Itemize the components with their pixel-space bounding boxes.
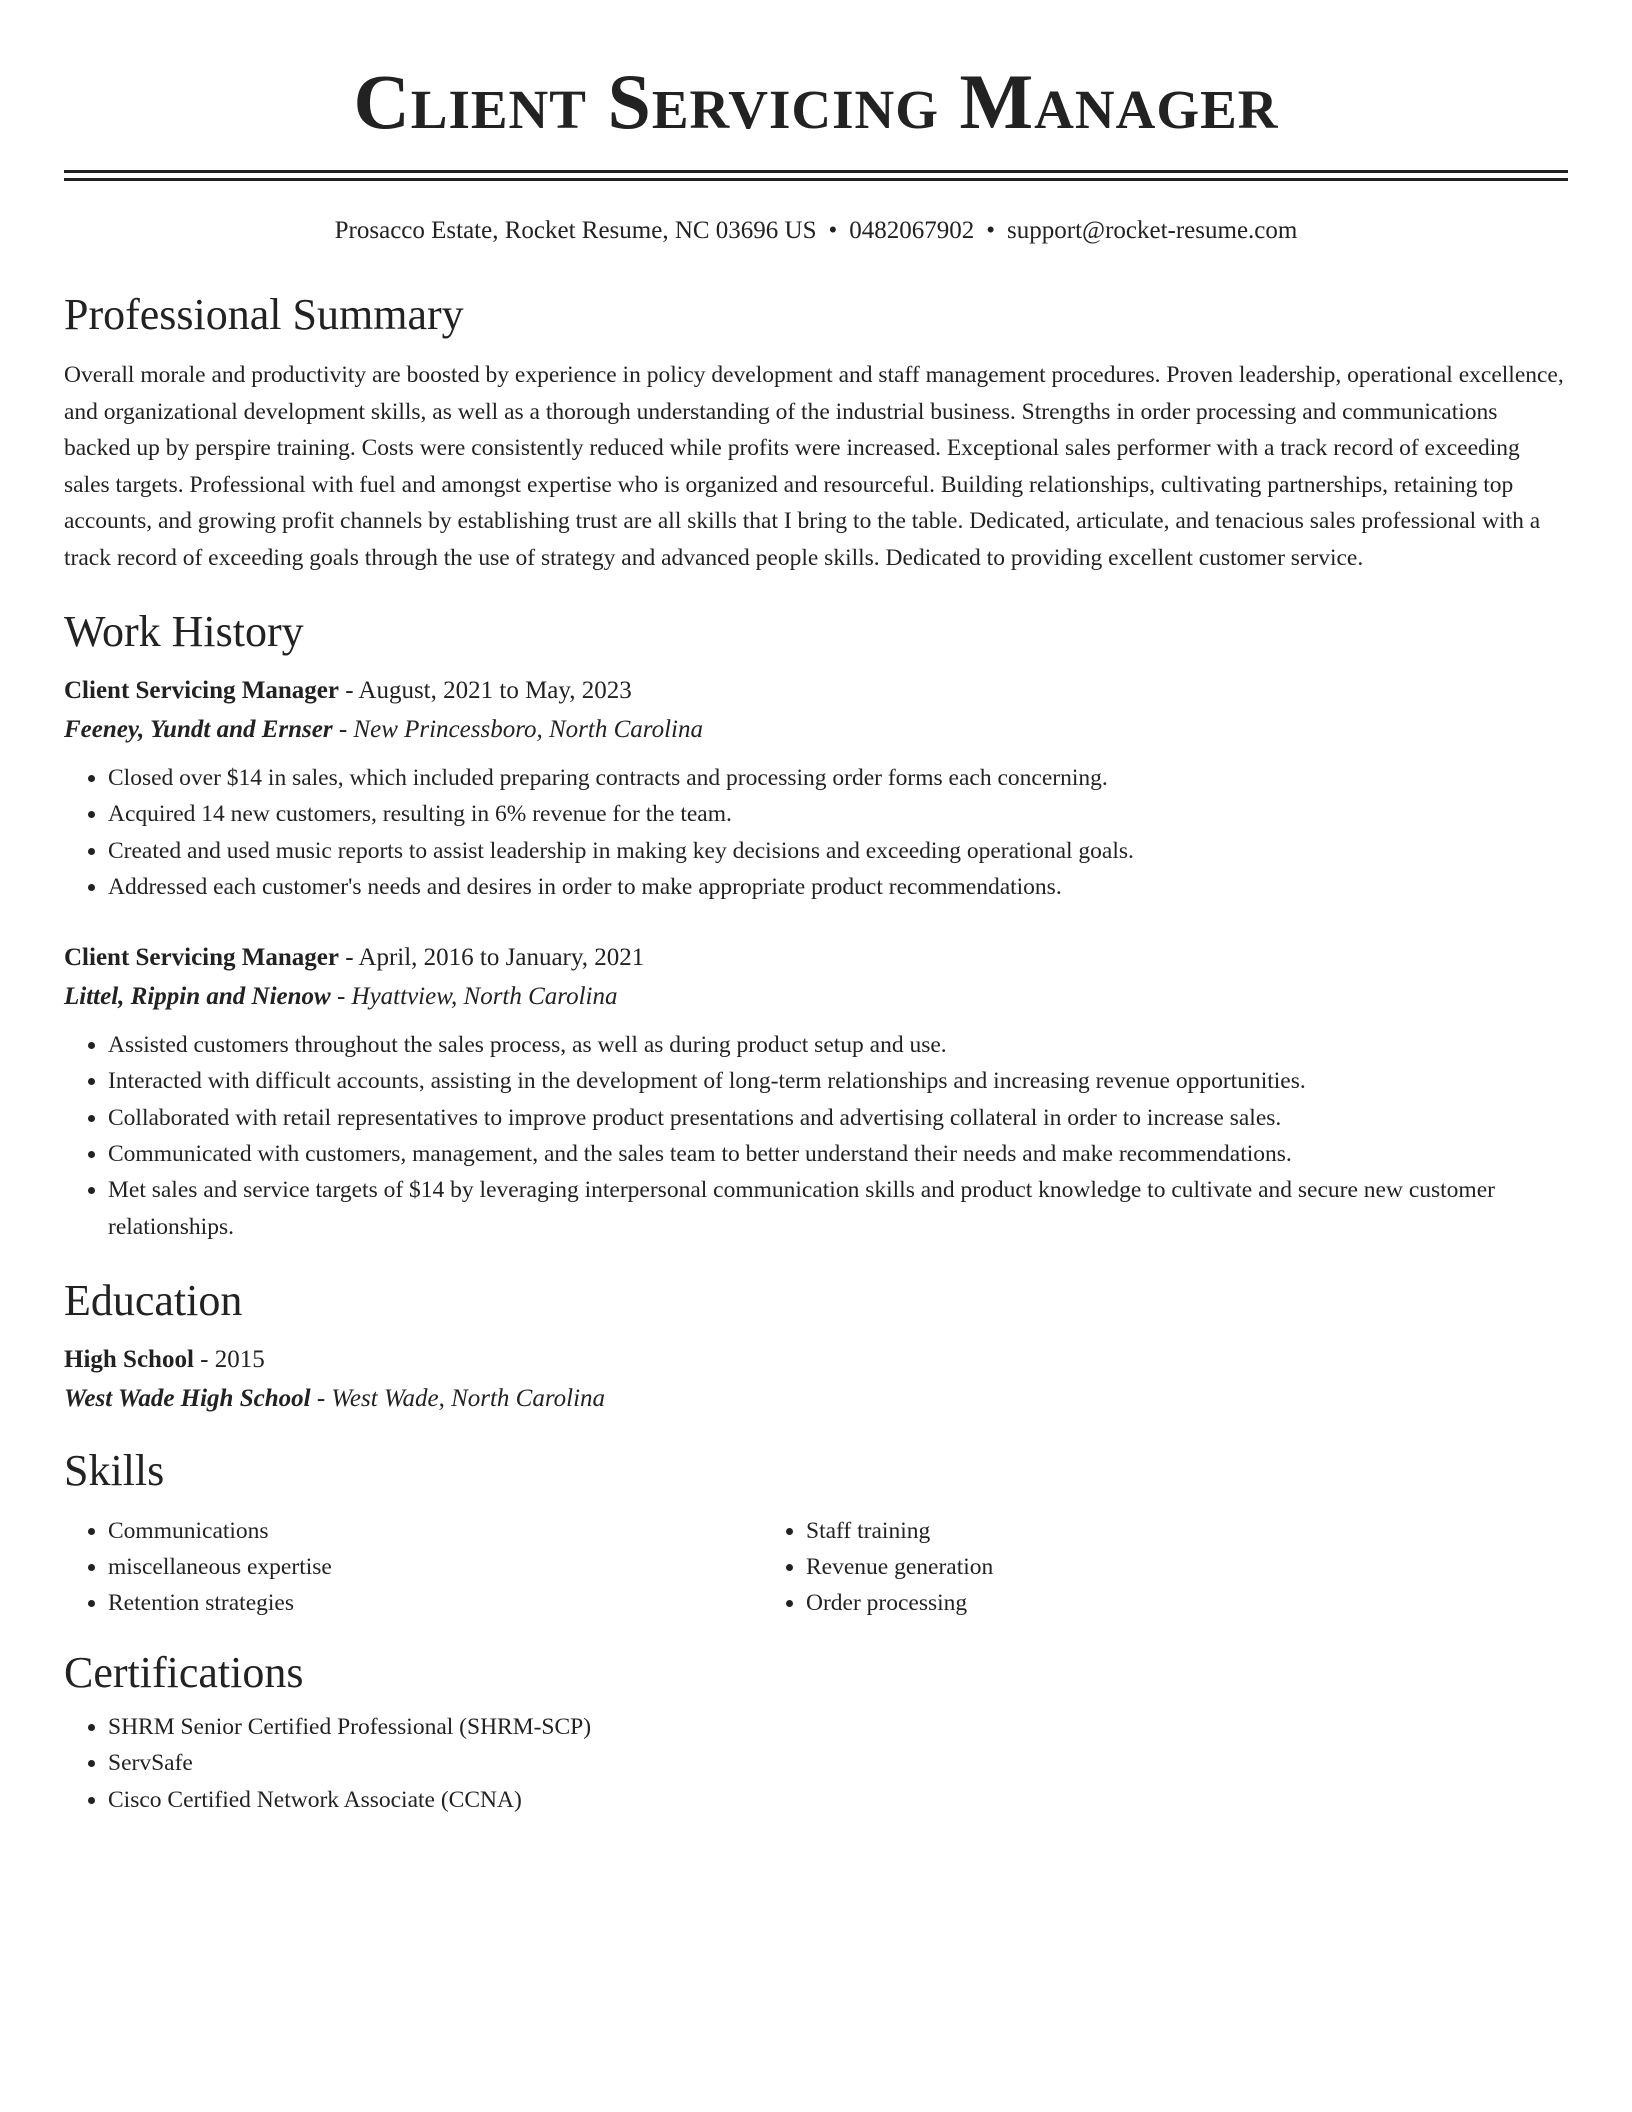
education-entry: [64, 1341, 1568, 1419]
job-entry: [64, 672, 1568, 905]
list-item: • Assisted customers throughout the sales process, as well as during product setup and use.: [108, 1027, 1568, 1063]
list-item: • Revenue generation: [806, 1549, 1462, 1585]
skills-list-left: [64, 1513, 762, 1621]
job-duties-list: [64, 760, 1568, 905]
certifications-list: [64, 1709, 1568, 1818]
work-history-heading: Work History: [64, 607, 304, 656]
list-item: • Staff training: [806, 1513, 1462, 1549]
education-school-line: [64, 1379, 1568, 1419]
contact-separator: •: [986, 217, 996, 244]
job-company: Littel, Rippin and Nienow: [64, 983, 331, 1011]
education-year: - 2015: [193, 1345, 265, 1373]
contact-address: Prosacco Estate, Rocket Resume, NC 03696 US: [334, 217, 817, 244]
list-item: • Collaborated with retail representatives to improve product presentations and advertising collateral in order to increase sales.: [108, 1100, 1568, 1136]
education-heading: Education: [64, 1275, 243, 1325]
job-company-line: [64, 710, 1568, 750]
job-title: Client Servicing Manager: [64, 944, 339, 972]
education-school: West Wade High School: [64, 1384, 311, 1412]
list-item: • ServSafe: [108, 1745, 1568, 1781]
job-company-line: [64, 977, 1568, 1017]
education-degree-line: [64, 1341, 1568, 1379]
job-location: - Hyattview, North Carolina: [330, 983, 618, 1011]
skills-list-right: [762, 1513, 1462, 1621]
list-item: • Retention strategies: [108, 1585, 762, 1621]
job-entry: [64, 939, 1568, 1245]
resume-title: Client Servicing Manager: [353, 58, 1279, 145]
list-item: • Closed over $14 in sales, which included preparing contracts and processing order forms each concerning.: [108, 760, 1568, 796]
list-item: • Created and used music reports to assist leadership in making key decisions and exceeding operational goals.: [108, 833, 1568, 869]
job-dates: - August, 2021 to May, 2023: [338, 677, 632, 704]
job-title-line: [64, 939, 1568, 977]
skills-columns: [64, 1513, 1568, 1621]
certifications-heading: Certifications: [64, 1647, 304, 1697]
list-item: • Cisco Certified Network Associate (CCNA): [108, 1782, 1568, 1818]
contact-email: support@rocket-resume.com: [1007, 217, 1298, 244]
job-company: Feeney, Yundt and Ernser: [64, 716, 333, 743]
list-item: • Acquired 14 new customers, resulting in 6% revenue for the team.: [108, 796, 1568, 832]
education-location: - West Wade, North Carolina: [310, 1384, 606, 1412]
contact-separator: •: [828, 217, 838, 244]
education-degree: High School: [64, 1345, 194, 1373]
job-duties-list: [64, 1027, 1568, 1245]
contact-line: [64, 215, 1568, 247]
skills-heading: Skills: [64, 1445, 165, 1495]
job-title: Client Servicing Manager: [64, 677, 339, 704]
list-item: • Communications: [108, 1513, 762, 1549]
summary-text: Overall morale and productivity are boosted by experience in policy development and staff management procedures. Proven leadership, operational excellence, and organizational development skills, as well as a thorough understanding of the industrial business. Strengths in order processing and communications backed up by perspire training. Costs were consistently reduced while profits were increased. Exceptional sales performer with a track record of exceeding sales targets. Professional with fuel and amongst expertise who is organized and resourceful. Building relationships, cultivating partnerships, retaining top accounts, and growing profit channels by establishing trust are all skills that I bring to the table. Dedicated, articulate, and tenacious sales professional with a track record of exceeding goals through the use of strategy and advanced people skills. Dedicated to providing excellent customer service.: [64, 362, 1564, 571]
list-item: • Addressed each customer's needs and desires in order to make appropriate product recommendations.: [108, 869, 1568, 905]
list-item: • Interacted with difficult accounts, assisting in the development of long-term relationships and increasing revenue opportunities.: [108, 1063, 1568, 1099]
list-item: • Order processing: [806, 1585, 1462, 1621]
title-rule-top: [64, 170, 1568, 173]
list-item: • Communicated with customers, management, and the sales team to better understand their needs and make recommendations.: [108, 1136, 1568, 1172]
list-item: • Met sales and service targets of $14 by leveraging interpersonal communication skills and product knowledge to cultivate and secure new customer relationships.: [108, 1172, 1568, 1245]
job-dates: - April, 2016 to January, 2021: [338, 944, 645, 972]
list-item: • miscellaneous expertise: [108, 1549, 762, 1585]
job-title-line: [64, 672, 1568, 710]
summary-heading: Professional Summary: [64, 290, 464, 339]
list-item: • SHRM Senior Certified Professional (SHRM-SCP): [108, 1709, 1568, 1745]
job-location: - New Princessboro, North Carolina: [332, 716, 703, 743]
title-rule-bottom: [64, 178, 1568, 181]
contact-phone: 0482067902: [849, 217, 975, 244]
